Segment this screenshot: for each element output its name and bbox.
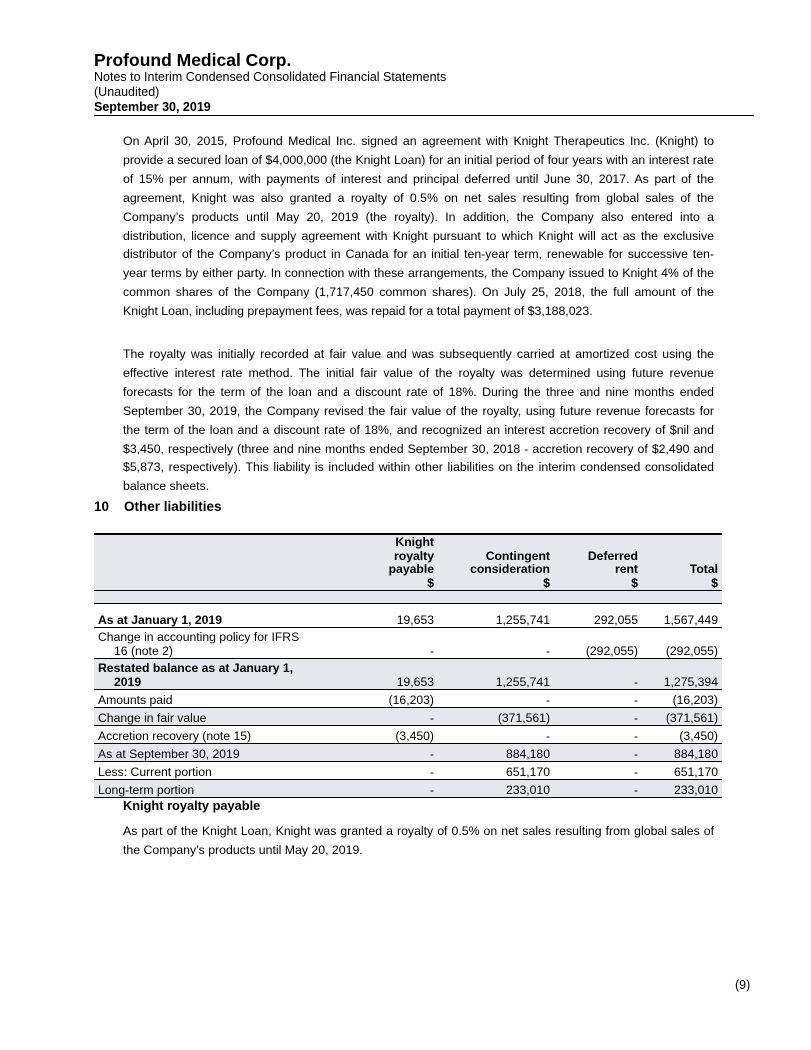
cell-value: (292,055): [554, 628, 642, 659]
column-header-knight-royalty: Knight royalty payable $: [342, 534, 438, 591]
table-spacer-row: [94, 591, 722, 604]
cell-value: 233,010: [642, 780, 722, 798]
page-header: [94, 50, 754, 115]
cell-value: 884,180: [642, 744, 722, 762]
cell-value: -: [554, 744, 642, 762]
section-number: 10: [94, 499, 110, 514]
cell-value: 651,170: [438, 762, 554, 780]
column-header-contingent: Contingent consideration $: [438, 534, 554, 591]
subsection-heading: Knight royalty payable: [123, 798, 261, 813]
cell-value: -: [438, 628, 554, 659]
cell-value: (16,203): [642, 690, 722, 708]
row-label: Change in fair value: [94, 708, 342, 726]
table-row: [94, 628, 722, 659]
page-number: (9): [735, 978, 751, 992]
cell-value: -: [554, 690, 642, 708]
column-header-deferred-rent: Deferred rent $: [554, 534, 642, 591]
paragraph-knight-royalty: As part of the Knight Loan, Knight was granted a royalty of 0.5% on net sales resulting from global sales of the Company’s products until May 20, 2019.: [123, 824, 714, 857]
cell-value: -: [438, 726, 554, 744]
cell-value: -: [554, 708, 642, 726]
cell-value: 233,010: [438, 780, 554, 798]
cell-value: 19,653: [396, 613, 434, 627]
cell-value: -: [342, 762, 438, 780]
cell-value: (371,561): [642, 708, 722, 726]
cell-value: -: [342, 708, 438, 726]
row-label: Amounts paid: [94, 690, 342, 708]
cell-value: -: [554, 659, 642, 690]
section-heading: [94, 499, 222, 514]
cell-value: (292,055): [642, 628, 722, 659]
cell-value: 1,255,741: [438, 659, 554, 690]
row-label: Change in accounting policy for IFRS 16 (note 2): [94, 628, 342, 659]
cell-value: 651,170: [642, 762, 722, 780]
cell-value: -: [342, 744, 438, 762]
table-row: [94, 780, 722, 798]
row-label: As at September 30, 2019: [94, 744, 342, 762]
cell-value: 1,275,394: [642, 659, 722, 690]
table-header-blank: [94, 534, 342, 591]
row-label: Accretion recovery (note 15): [94, 726, 342, 744]
report-subtitle: Notes to Interim Condensed Consolidated Financial Statements: [94, 70, 447, 84]
row-label: Restated balance as at January 1, 2019: [94, 659, 342, 690]
cell-value: 1,567,449: [663, 613, 718, 627]
table-row: [94, 604, 722, 628]
table-header-row: [94, 534, 722, 591]
cell-value: (3,450): [642, 726, 722, 744]
table-row: [94, 744, 722, 762]
cell-value: -: [438, 690, 554, 708]
unaudited-label: (Unaudited): [94, 85, 160, 99]
row-label: Long-term portion: [94, 780, 342, 798]
cell-value: 1,255,741: [495, 613, 550, 627]
table-row: [94, 726, 722, 744]
other-liabilities-table: [94, 533, 722, 798]
cell-value: -: [554, 780, 642, 798]
cell-value: 884,180: [438, 744, 554, 762]
header-divider: [94, 115, 754, 116]
column-header-total: Total $: [642, 534, 722, 591]
cell-value: -: [554, 726, 642, 744]
cell-value: (371,561): [438, 708, 554, 726]
cell-value: (3,450): [342, 726, 438, 744]
cell-value: 19,653: [342, 659, 438, 690]
cell-value: -: [342, 780, 438, 798]
cell-value: 292,055: [593, 613, 638, 627]
section-title: Other liabilities: [124, 499, 222, 514]
table-row: [94, 708, 722, 726]
cell-value: -: [342, 628, 438, 659]
table-row: [94, 762, 722, 780]
paragraph-knight-loan: On April 30, 2015, Profound Medical Inc. signed an agreement with Knight Therapeutics Inc. (Knight) to provide a secured loan of $4,000,000 (the Knight Loan) for an initial period of four years with an interest rate of 15% per annum, with payments of interest and principal deferred until June 30, 2017. As part of the agreement, Knight was also granted a royalty of 0.5% on net sales resulting from global sales of the Company’s products until May 20, 2019 (the royalty). In addition, the Company also entered into a distribution, licence and supply agreement with Knight pursuant to which Knight will act as the exclusive distributor of the Company’s product in Canada for an initial ten-year term, renewable for successive ten-year terms by either party. In connection with these arrangements, the Company issued to Knight 4% of the common shares of the Company (1,717,450 common shares). On July 25, 2018, the full amount of the Knight Loan, including prepayment fees, was repaid for a total payment of $3,188,023.: [123, 134, 714, 319]
table-row: [94, 659, 722, 690]
row-label: Less: Current portion: [94, 762, 342, 780]
cell-value: (16,203): [342, 690, 438, 708]
table-row: [94, 690, 722, 708]
cell-value: -: [554, 762, 642, 780]
row-label: As at January 1, 2019: [98, 613, 222, 627]
company-name: Profound Medical Corp.: [94, 50, 292, 70]
report-date: September 30, 2019: [94, 100, 211, 114]
paragraph-royalty: The royalty was initially recorded at fair value and was subsequently carried at amortized cost using the effective interest rate method. The initial fair value of the royalty was determined using future revenue forecasts for the term of the loan and a discount rate of 18%. During the three and nine months ended September 30, 2019, the Company revised the fair value of the royalty, using future revenue forecasts for the term of the loan and a discount rate of 18%, and recognized an interest accretion recovery of $nil and $3,450, respectively (three and nine months ended September 30, 2018 - accretion recovery of $2,490 and $5,873, respectively). This liability is included within other liabilities on the interim condensed consolidated balance sheets.: [123, 347, 714, 494]
